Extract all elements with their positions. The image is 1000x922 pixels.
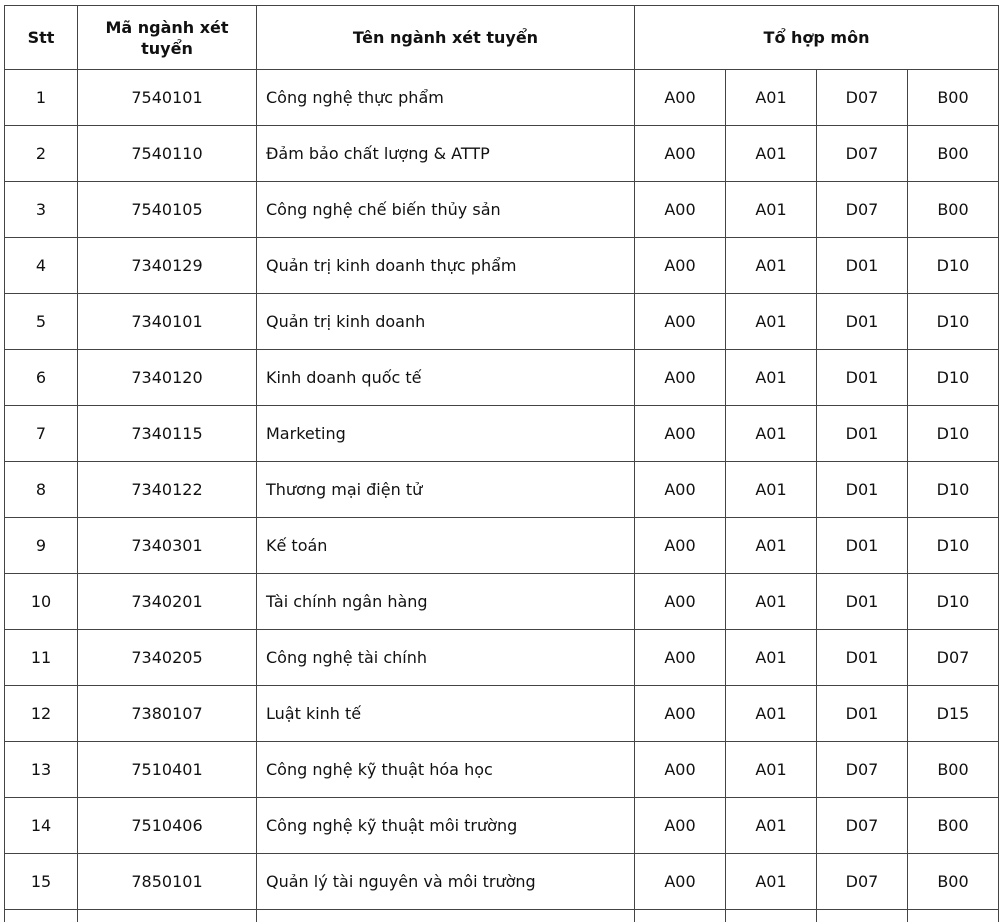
cell-subject-combination: A00	[635, 798, 726, 854]
cell-stt: 8	[5, 462, 78, 518]
cell-subject-combination: D01	[817, 574, 908, 630]
cell-stt: 2	[5, 126, 78, 182]
table-row	[5, 462, 999, 518]
table-row	[5, 294, 999, 350]
cell-subject-combination: B00	[908, 70, 999, 126]
cell-subject-combination: D07	[817, 70, 908, 126]
cell-subject-combination: D10	[908, 350, 999, 406]
table-row	[5, 686, 999, 742]
table-row	[5, 126, 999, 182]
cell-major-name: Tài chính ngân hàng	[257, 574, 635, 630]
cell-subject-combination: A01	[726, 70, 817, 126]
cell-major-name: Quản trị kinh doanh	[257, 294, 635, 350]
cell-subject-combination: D07	[817, 742, 908, 798]
cell-subject-combination: A00	[635, 294, 726, 350]
cell-subject-combination: A00	[635, 742, 726, 798]
cell-partial	[817, 910, 908, 922]
cell-subject-combination: A00	[635, 126, 726, 182]
cell-stt: 12	[5, 686, 78, 742]
header-major-name: Tên ngành xét tuyển	[257, 6, 635, 70]
cell-major-name: Kế toán	[257, 518, 635, 574]
table-row	[5, 798, 999, 854]
cell-major-name: Đảm bảo chất lượng & ATTP	[257, 126, 635, 182]
table-row	[5, 406, 999, 462]
cell-subject-combination: D10	[908, 574, 999, 630]
header-row	[5, 6, 999, 70]
cell-subject-combination: A01	[726, 294, 817, 350]
cell-stt: 9	[5, 518, 78, 574]
cell-stt: 3	[5, 182, 78, 238]
cell-subject-combination: A01	[726, 182, 817, 238]
cell-subject-combination: A00	[635, 238, 726, 294]
cell-subject-combination: A01	[726, 406, 817, 462]
cell-subject-combination: A01	[726, 518, 817, 574]
cell-subject-combination: D10	[908, 462, 999, 518]
table-row-partial	[5, 910, 999, 922]
cell-subject-combination: A01	[726, 742, 817, 798]
cell-subject-combination: A01	[726, 238, 817, 294]
cell-major-name: Luật kinh tế	[257, 686, 635, 742]
cell-subject-combination: A00	[635, 630, 726, 686]
cell-subject-combination: A00	[635, 518, 726, 574]
cell-subject-combination: D01	[817, 462, 908, 518]
cell-subject-combination: A01	[726, 854, 817, 910]
cell-stt: 4	[5, 238, 78, 294]
cell-subject-combination: B00	[908, 798, 999, 854]
cell-subject-combination: D01	[817, 350, 908, 406]
table-header	[5, 6, 999, 70]
cell-major-code: 7540101	[78, 70, 257, 126]
table-row	[5, 238, 999, 294]
table-row	[5, 182, 999, 238]
cell-subject-combination: A00	[635, 350, 726, 406]
cell-subject-combination: D07	[817, 182, 908, 238]
cell-major-code: 7380107	[78, 686, 257, 742]
cell-major-name: Kinh doanh quốc tế	[257, 350, 635, 406]
cell-stt: 10	[5, 574, 78, 630]
cell-subject-combination: A00	[635, 406, 726, 462]
cell-major-code: 7340201	[78, 574, 257, 630]
cell-subject-combination: D01	[817, 518, 908, 574]
cell-stt: 15	[5, 854, 78, 910]
header-stt: Stt	[5, 6, 78, 70]
cell-subject-combination: D01	[817, 686, 908, 742]
cell-subject-combination: A01	[726, 350, 817, 406]
cell-stt: 6	[5, 350, 78, 406]
cell-subject-combination: D07	[817, 798, 908, 854]
cell-major-code: 7540110	[78, 126, 257, 182]
cell-subject-combination: D01	[817, 294, 908, 350]
cell-subject-combination: D07	[817, 854, 908, 910]
cell-partial	[78, 910, 257, 922]
cell-subject-combination: D01	[817, 406, 908, 462]
cell-major-code: 7340301	[78, 518, 257, 574]
cell-subject-combination: A00	[635, 462, 726, 518]
cell-major-name: Quản lý tài nguyên và môi trường	[257, 854, 635, 910]
header-major-code-text: Mã ngành xét tuyển	[78, 17, 256, 59]
table-row	[5, 630, 999, 686]
cell-stt: 11	[5, 630, 78, 686]
cell-major-name: Marketing	[257, 406, 635, 462]
cell-subject-combination: B00	[908, 126, 999, 182]
cell-subject-combination: A00	[635, 574, 726, 630]
cell-major-code: 7510401	[78, 742, 257, 798]
cell-stt: 7	[5, 406, 78, 462]
cell-subject-combination: D01	[817, 630, 908, 686]
table-row	[5, 574, 999, 630]
cell-major-code: 7340129	[78, 238, 257, 294]
cell-major-name: Công nghệ kỹ thuật hóa học	[257, 742, 635, 798]
cell-major-name: Công nghệ chế biến thủy sản	[257, 182, 635, 238]
cell-partial	[726, 910, 817, 922]
cell-stt: 13	[5, 742, 78, 798]
admission-majors-table	[4, 5, 999, 922]
cell-major-name: Thương mại điện tử	[257, 462, 635, 518]
cell-subject-combination: A01	[726, 574, 817, 630]
cell-partial	[908, 910, 999, 922]
cell-subject-combination: A01	[726, 686, 817, 742]
cell-subject-combination: D10	[908, 518, 999, 574]
cell-stt: 5	[5, 294, 78, 350]
cell-subject-combination: D10	[908, 294, 999, 350]
cell-subject-combination: A00	[635, 854, 726, 910]
cell-stt: 1	[5, 70, 78, 126]
cell-subject-combination: A01	[726, 798, 817, 854]
cell-subject-combination: A01	[726, 126, 817, 182]
table-row	[5, 742, 999, 798]
cell-subject-combination: A00	[635, 70, 726, 126]
cell-subject-combination: A01	[726, 462, 817, 518]
cell-major-code: 7340101	[78, 294, 257, 350]
cell-major-code: 7340120	[78, 350, 257, 406]
table-row	[5, 518, 999, 574]
table-row	[5, 70, 999, 126]
table-body	[5, 70, 999, 922]
cell-subject-combination: D01	[817, 238, 908, 294]
table-row	[5, 350, 999, 406]
header-subject-combinations: Tổ hợp môn	[635, 6, 999, 70]
cell-subject-combination: D10	[908, 406, 999, 462]
cell-partial	[257, 910, 635, 922]
cell-major-code: 7850101	[78, 854, 257, 910]
cell-partial	[5, 910, 78, 922]
cell-major-code: 7340122	[78, 462, 257, 518]
cell-subject-combination: B00	[908, 742, 999, 798]
cell-major-name: Công nghệ tài chính	[257, 630, 635, 686]
cell-major-code: 7340115	[78, 406, 257, 462]
cell-subject-combination: D07	[908, 630, 999, 686]
cell-subject-combination: B00	[908, 854, 999, 910]
header-major-code	[78, 6, 257, 70]
cell-major-name: Công nghệ kỹ thuật môi trường	[257, 798, 635, 854]
cell-subject-combination: A00	[635, 686, 726, 742]
cell-subject-combination: A01	[726, 630, 817, 686]
cell-major-name: Công nghệ thực phẩm	[257, 70, 635, 126]
cell-subject-combination: B00	[908, 182, 999, 238]
cell-subject-combination: D07	[817, 126, 908, 182]
table-row	[5, 854, 999, 910]
cell-partial	[635, 910, 726, 922]
cell-major-code: 7540105	[78, 182, 257, 238]
cell-major-name: Quản trị kinh doanh thực phẩm	[257, 238, 635, 294]
cell-subject-combination: A00	[635, 182, 726, 238]
cell-subject-combination: D15	[908, 686, 999, 742]
cell-stt: 14	[5, 798, 78, 854]
cell-subject-combination: D10	[908, 238, 999, 294]
cell-major-code: 7510406	[78, 798, 257, 854]
cell-major-code: 7340205	[78, 630, 257, 686]
